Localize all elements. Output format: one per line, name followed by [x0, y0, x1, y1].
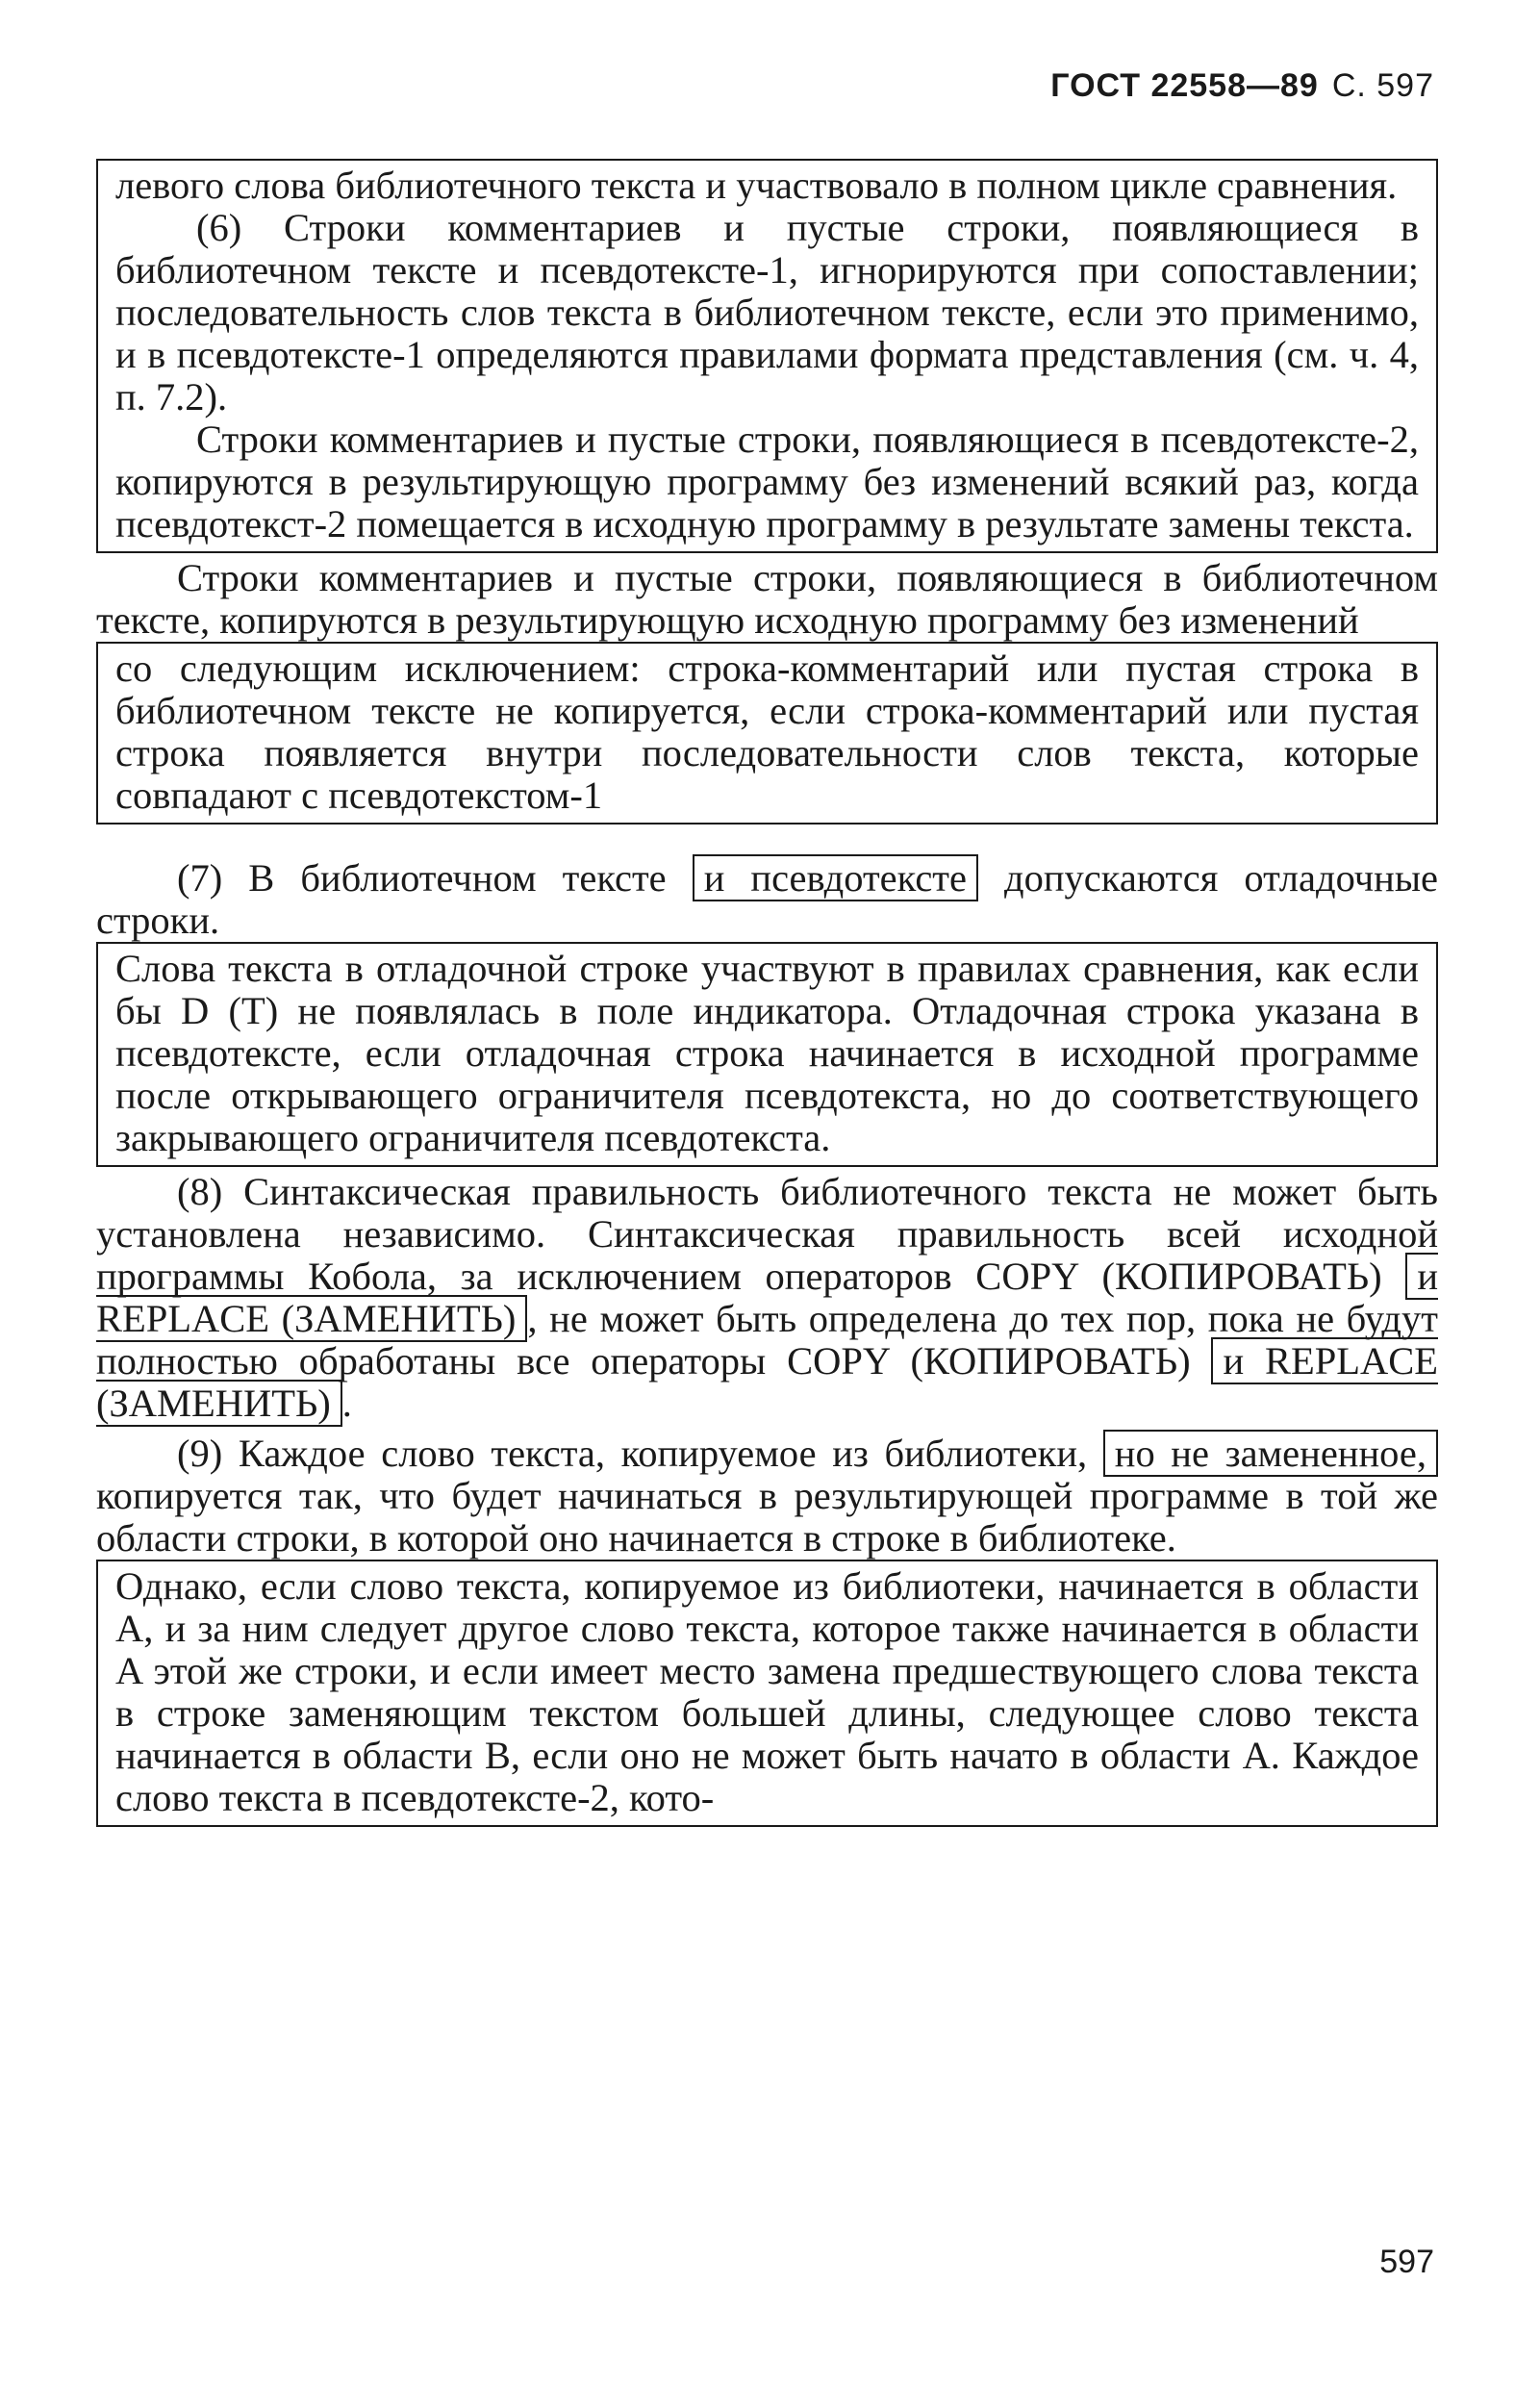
- item-9-text: (9) Каждое слово текста, копируемое из библиотеки,: [177, 1432, 1088, 1475]
- header-page-label: С. 597: [1331, 67, 1434, 104]
- boxed-section-1: [96, 159, 1438, 553]
- page-number: 597: [1379, 2244, 1434, 2280]
- item-8-boxed-text-1: и REPLACE (ЗАМЕНИТЬ): [96, 1255, 1438, 1340]
- paragraph-library-comments: Строки комментариев и пустые строки, появляющиеся в библиотечном тексте, копируются в результирующую исходную программу без изменений: [96, 556, 1438, 642]
- paragraph-item-7: [96, 857, 1438, 942]
- boxed-section-3: [96, 942, 1438, 1167]
- standard-number: ГОСТ 22558—89: [1050, 67, 1319, 104]
- paragraph-area-a: Однако, если слово текста, копируемое из библиотеки, начинается в области A, и за ним следует другое слово текста, которое также начинается в области A этой же строки, и если имеет место замена предшествующего слова текста в строке заменяющим текстом большей длины, следующее слово текста начинается в области B, если оно не может быть начато в области A. Каждое слово текста в псевдотексте-2, кото-: [115, 1564, 1419, 1819]
- paragraph-debug-lines: Слова текста в отладочной строке участвуют в правилах сравнения, как если бы D (T) не появлялась в поле индикатора. Отладочная строка указана в псевдотексте, если отладочная строка начинается в исходной программе после открывающего ограничителя псевдотекста, но до соответствующего закрывающего ограничителя псевдотекста.: [115, 947, 1419, 1159]
- paragraph-pseudotext-2: Строки комментариев и пустые строки, появляющиеся в псевдотексте-2, копируются в результирующую программу без изменений всякий раз, когда псевдотекст-2 помещается в исходную программу в результате замены текста.: [115, 418, 1419, 546]
- item-7-text: (7) В библиотечном тексте: [177, 856, 667, 900]
- boxed-section-4: [96, 1560, 1438, 1827]
- paragraph-item-8: [96, 1171, 1438, 1425]
- page-header: [1050, 67, 1434, 105]
- item-8-text-middle: , не может быть определена до тех пор, пока не будут полностью обработаны все операторы COPY (КОПИРОВАТЬ): [96, 1297, 1438, 1383]
- boxed-section-2: [96, 642, 1438, 825]
- item-8-text-end: .: [341, 1382, 352, 1425]
- paragraph-continuation: левого слова библиотечного текста и участвовало в полном цикле сравнения.: [115, 164, 1398, 207]
- item-8-boxed-text-2: и REPLACE (ЗАМЕНИТЬ): [96, 1339, 1438, 1425]
- item-8-text: (8) Синтаксическая правильность библиотечного текста не может быть установлена независимо. Синтаксическая правильность всей исходной программы Кобола, за исключением операторов COPY (КОПИРОВАТЬ): [96, 1170, 1438, 1298]
- item-7-boxed-text: и псевдотексте: [693, 854, 978, 901]
- paragraph-item-9: [96, 1433, 1438, 1560]
- document-body: [96, 159, 1438, 1827]
- item-9-boxed-text: но не замененное,: [1103, 1430, 1438, 1477]
- paragraph-exception: со следующим исключением: строка-комментарий или пустая строка в библиотечном тексте не копируется, если строка-комментарий или пустая строка появляется внутри последовательности слов текста, которые совпадают с псевдотекстом-1: [115, 647, 1419, 817]
- paragraph-item-6: (6) Строки комментариев и пустые строки, появляющиеся в библиотечном тексте и псевдотексте-1, игнорируются при сопоставлении; последовательность слов текста в библиотечном тексте, если это применимо, и в псевдотексте-1 определяются правилами формата представления (см. ч. 4, п. 7.2).: [115, 206, 1419, 419]
- item-9-text-end: копируется так, что будет начинаться в результирующей программе в той же области строки, в которой оно начинается в строке в библиотеке.: [96, 1474, 1438, 1560]
- item-7-text-end: допускаются отладочные строки.: [96, 856, 1439, 942]
